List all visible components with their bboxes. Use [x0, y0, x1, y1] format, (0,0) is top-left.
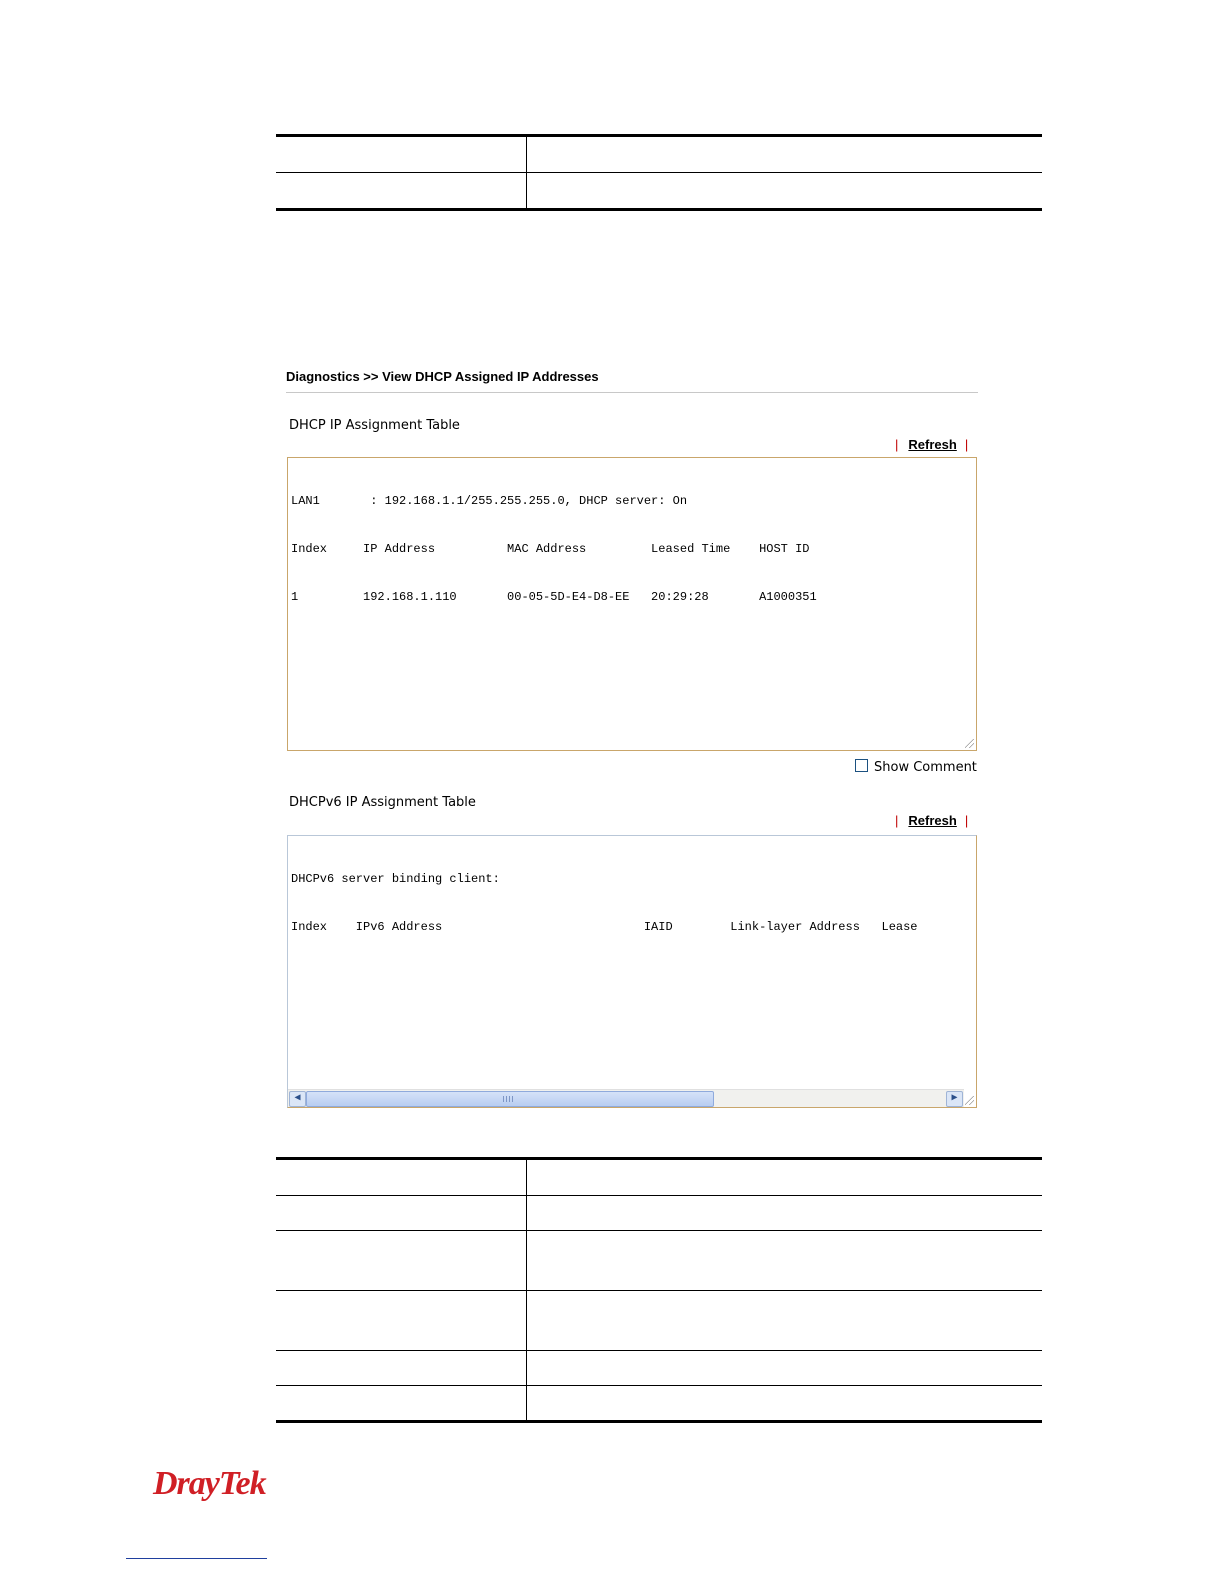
- console-line: DHCPv6 server binding client:: [291, 872, 500, 886]
- table-cell: [276, 1291, 527, 1351]
- dhcp-refresh-bar: | Refresh |: [895, 437, 969, 452]
- table-cell: [527, 1196, 1043, 1231]
- table-cell: [527, 173, 1043, 210]
- breadcrumb-divider: [286, 392, 978, 393]
- dhcpv6-console-textarea[interactable]: [287, 835, 977, 1108]
- table-cell: [276, 1386, 527, 1422]
- table-cell: [527, 1231, 1043, 1291]
- breadcrumb: Diagnostics >> View DHCP Assigned IP Addresses: [286, 369, 599, 384]
- show-comment-toggle[interactable]: [855, 759, 977, 775]
- draytek-logo: DrayTek: [153, 1465, 266, 1502]
- resize-grip-icon[interactable]: [965, 1096, 974, 1105]
- dhcpv6-refresh-bar: | Refresh |: [895, 813, 969, 828]
- table-cell: [276, 136, 527, 173]
- table-cell: [276, 1351, 527, 1386]
- bottom-doc-table: [276, 1157, 1042, 1423]
- table-cell: [527, 1291, 1043, 1351]
- table-cell: [527, 1159, 1043, 1196]
- show-comment-checkbox[interactable]: [855, 759, 868, 772]
- scrollbar-thumb[interactable]: [306, 1091, 714, 1107]
- horizontal-scrollbar[interactable]: [288, 1089, 964, 1107]
- show-comment-label: Show Comment: [874, 760, 977, 775]
- dhcpv6-table-title: DHCPv6 IP Assignment Table: [289, 795, 476, 810]
- table-cell: [527, 136, 1043, 173]
- table-cell: [527, 1386, 1043, 1422]
- scroll-left-icon[interactable]: ◀: [289, 1091, 306, 1107]
- console-line: LAN1 : 192.168.1.1/255.255.255.0, DHCP server: On: [291, 494, 688, 508]
- dhcp-refresh-link[interactable]: Refresh: [908, 437, 957, 452]
- console-line: Index IP Address MAC Address Leased Time HOST ID: [291, 542, 810, 556]
- table-cell: [276, 1196, 527, 1231]
- top-doc-table: [276, 134, 1042, 211]
- dhcp-table-title: DHCP IP Assignment Table: [289, 418, 460, 433]
- table-cell: [527, 1351, 1043, 1386]
- console-line: Index IPv6 Address IAID Link-layer Address Lease: [291, 920, 918, 934]
- table-cell: [276, 173, 527, 210]
- footer-link-underline: [126, 1558, 267, 1559]
- scroll-right-icon[interactable]: ▶: [946, 1091, 963, 1107]
- table-cell: [276, 1159, 527, 1196]
- console-line: 1 192.168.1.110 00-05-5D-E4-D8-EE 20:29:28 A1000351: [291, 590, 817, 604]
- dhcpv6-refresh-link[interactable]: Refresh: [908, 813, 957, 828]
- resize-grip-icon[interactable]: [965, 739, 974, 748]
- table-cell: [276, 1231, 527, 1291]
- dhcp-console-textarea[interactable]: [287, 457, 977, 751]
